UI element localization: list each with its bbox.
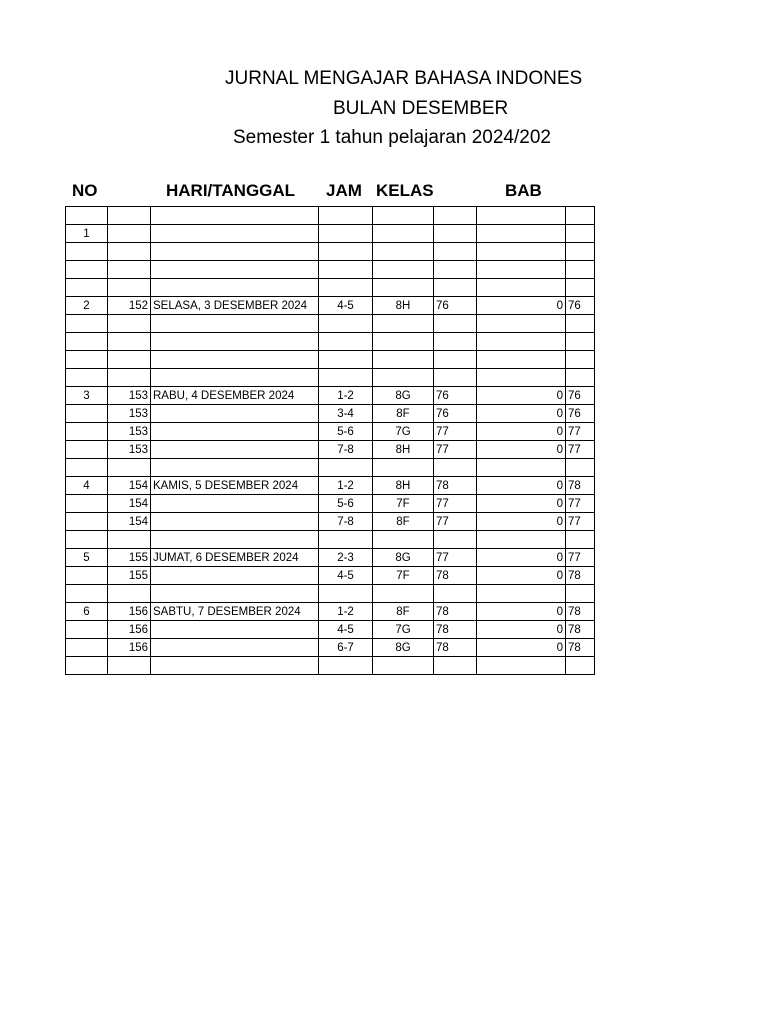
cell-bab-repeat [566,207,595,225]
table-row [66,621,595,639]
cell-value: 0 [477,495,566,513]
cell-no [66,405,108,423]
cell-jam [319,351,373,369]
cell-value [477,657,566,675]
cell-jam [319,261,373,279]
cell-kelas [373,315,434,333]
cell-kelas: 8G [373,639,434,657]
table-row [66,261,595,279]
cell-code [108,657,151,675]
table-row [66,243,595,261]
cell-bab [434,657,477,675]
cell-kelas: 7F [373,495,434,513]
cell-code [108,207,151,225]
cell-no [66,441,108,459]
cell-code [108,243,151,261]
header-bab: BAB [505,181,542,200]
cell-value [477,351,566,369]
cell-no [66,495,108,513]
table-row [66,657,595,675]
cell-value [477,531,566,549]
header-hari-tanggal: HARI/TANGGAL [166,181,296,200]
cell-bab-repeat: 77 [566,441,595,459]
cell-code [108,369,151,387]
cell-bab-repeat [566,333,595,351]
cell-bab-repeat [566,315,595,333]
cell-hari-tanggal [151,243,319,261]
cell-bab-repeat [566,531,595,549]
cell-bab-repeat [566,279,595,297]
cell-hari-tanggal: RABU, 4 DESEMBER 2024 [151,387,319,405]
cell-bab: 76 [434,387,477,405]
cell-code [108,459,151,477]
cell-bab-repeat: 76 [566,405,595,423]
header-no: NO [72,181,98,200]
cell-value: 0 [477,567,566,585]
cell-bab: 77 [434,549,477,567]
cell-value: 0 [477,639,566,657]
cell-jam [319,315,373,333]
cell-kelas [373,261,434,279]
cell-value [477,369,566,387]
cell-value [477,459,566,477]
cell-bab-repeat [566,243,595,261]
cell-hari-tanggal [151,405,319,423]
cell-bab-repeat [566,261,595,279]
cell-no [66,657,108,675]
cell-bab-repeat: 78 [566,639,595,657]
cell-kelas [373,333,434,351]
table-row [66,585,595,603]
cell-kelas [373,531,434,549]
cell-kelas [373,279,434,297]
cell-bab [434,225,477,243]
cell-kelas [373,243,434,261]
cell-hari-tanggal: JUMAT, 6 DESEMBER 2024 [151,549,319,567]
document-subtitle-month: BULAN DESEMBER [333,98,509,119]
cell-code: 155 [108,549,151,567]
table-row [66,369,595,387]
cell-code: 153 [108,441,151,459]
cell-no [66,351,108,369]
cell-bab: 76 [434,405,477,423]
cell-bab-repeat: 78 [566,621,595,639]
cell-code: 156 [108,603,151,621]
cell-no: 2 [66,297,108,315]
table-row [66,441,595,459]
cell-hari-tanggal [151,459,319,477]
table-row [66,279,595,297]
cell-bab: 77 [434,513,477,531]
cell-code [108,351,151,369]
cell-code: 154 [108,513,151,531]
cell-no: 4 [66,477,108,495]
cell-jam [319,657,373,675]
cell-kelas: 8G [373,549,434,567]
cell-hari-tanggal [151,567,319,585]
cell-bab-repeat: 77 [566,513,595,531]
cell-bab: 78 [434,603,477,621]
cell-jam: 7-8 [319,513,373,531]
cell-jam: 6-7 [319,639,373,657]
cell-bab-repeat: 78 [566,567,595,585]
table-row [66,351,595,369]
table-row [66,405,595,423]
cell-value: 0 [477,513,566,531]
cell-jam: 2-3 [319,549,373,567]
cell-value: 0 [477,441,566,459]
cell-bab-repeat: 77 [566,495,595,513]
cell-bab-repeat: 77 [566,423,595,441]
cell-no [66,513,108,531]
cell-jam: 1-2 [319,477,373,495]
cell-kelas: 8H [373,477,434,495]
cell-hari-tanggal [151,657,319,675]
cell-bab [434,531,477,549]
cell-kelas: 8F [373,513,434,531]
table-row [66,207,595,225]
cell-jam [319,225,373,243]
cell-hari-tanggal [151,315,319,333]
cell-kelas: 8F [373,405,434,423]
cell-code: 154 [108,495,151,513]
cell-bab: 76 [434,297,477,315]
cell-code: 156 [108,621,151,639]
cell-bab-repeat: 78 [566,477,595,495]
cell-kelas: 7G [373,621,434,639]
cell-value [477,207,566,225]
cell-no [66,621,108,639]
cell-hari-tanggal: KAMIS, 5 DESEMBER 2024 [151,477,319,495]
cell-jam [319,243,373,261]
cell-no: 3 [66,387,108,405]
cell-kelas [373,351,434,369]
cell-kelas [373,225,434,243]
cell-hari-tanggal: SELASA, 3 DESEMBER 2024 [151,297,319,315]
cell-kelas: 8G [373,387,434,405]
cell-bab [434,369,477,387]
cell-bab: 77 [434,423,477,441]
cell-no [66,369,108,387]
cell-bab [434,243,477,261]
cell-no [66,459,108,477]
cell-code: 155 [108,567,151,585]
cell-bab-repeat [566,459,595,477]
cell-no [66,423,108,441]
cell-no [66,207,108,225]
cell-value: 0 [477,603,566,621]
header-jam: JAM [326,181,362,200]
cell-no [66,243,108,261]
cell-code [108,585,151,603]
cell-value: 0 [477,387,566,405]
cell-no [66,279,108,297]
cell-no [66,639,108,657]
cell-value [477,243,566,261]
cell-value [477,315,566,333]
cell-bab: 78 [434,639,477,657]
cell-no: 6 [66,603,108,621]
cell-no [66,531,108,549]
table-row [66,549,595,567]
cell-bab [434,279,477,297]
cell-bab-repeat [566,225,595,243]
table-row [66,513,595,531]
cell-jam [319,531,373,549]
cell-bab-repeat: 76 [566,297,595,315]
cell-bab [434,315,477,333]
cell-hari-tanggal [151,495,319,513]
table-row [66,387,595,405]
table-row [66,603,595,621]
table-row [66,495,595,513]
cell-bab-repeat [566,585,595,603]
cell-hari-tanggal [151,423,319,441]
cell-kelas [373,585,434,603]
table-row [66,531,595,549]
cell-value [477,585,566,603]
cell-bab-repeat [566,657,595,675]
cell-jam: 1-2 [319,603,373,621]
cell-bab: 78 [434,477,477,495]
cell-kelas: 8F [373,603,434,621]
cell-hari-tanggal [151,531,319,549]
cell-hari-tanggal [151,261,319,279]
cell-hari-tanggal [151,279,319,297]
cell-value: 0 [477,297,566,315]
cell-code [108,225,151,243]
cell-value: 0 [477,423,566,441]
cell-jam [319,369,373,387]
cell-jam: 5-6 [319,495,373,513]
cell-bab-repeat: 77 [566,549,595,567]
cell-jam: 7-8 [319,441,373,459]
document-subtitle-semester: Semester 1 tahun pelajaran 2024/202 [233,127,551,148]
cell-bab-repeat: 78 [566,603,595,621]
cell-no [66,261,108,279]
cell-kelas: 7F [373,567,434,585]
cell-kelas: 8H [373,297,434,315]
document-title: JURNAL MENGAJAR BAHASA INDONES [225,68,583,89]
cell-kelas [373,207,434,225]
header-kelas: KELAS [376,181,434,200]
cell-jam: 4-5 [319,621,373,639]
cell-kelas [373,657,434,675]
cell-value [477,225,566,243]
cell-hari-tanggal [151,441,319,459]
cell-value: 0 [477,405,566,423]
cell-value [477,333,566,351]
cell-code [108,261,151,279]
cell-value [477,261,566,279]
cell-jam [319,207,373,225]
table-row [66,333,595,351]
cell-no [66,585,108,603]
cell-code [108,531,151,549]
cell-bab [434,459,477,477]
table-row [66,567,595,585]
cell-bab: 78 [434,567,477,585]
cell-jam [319,585,373,603]
cell-bab-repeat [566,369,595,387]
cell-bab-repeat [566,351,595,369]
cell-jam: 1-2 [319,387,373,405]
cell-jam: 4-5 [319,567,373,585]
cell-hari-tanggal [151,585,319,603]
cell-kelas: 7G [373,423,434,441]
cell-code: 153 [108,405,151,423]
table-row [66,315,595,333]
table-row [66,423,595,441]
cell-value: 0 [477,477,566,495]
cell-bab [434,261,477,279]
cell-no [66,567,108,585]
cell-no [66,315,108,333]
cell-code: 153 [108,423,151,441]
cell-bab [434,585,477,603]
cell-jam [319,459,373,477]
cell-bab [434,351,477,369]
cell-hari-tanggal [151,369,319,387]
table-row [66,225,595,243]
table-row [66,639,595,657]
cell-code: 153 [108,387,151,405]
cell-hari-tanggal [151,207,319,225]
journal-table [65,206,595,675]
table-row [66,459,595,477]
table-row [66,477,595,495]
cell-hari-tanggal [151,621,319,639]
cell-jam: 5-6 [319,423,373,441]
cell-code: 156 [108,639,151,657]
cell-bab [434,333,477,351]
cell-value: 0 [477,549,566,567]
cell-jam [319,279,373,297]
cell-hari-tanggal [151,333,319,351]
cell-jam: 3-4 [319,405,373,423]
cell-hari-tanggal [151,225,319,243]
cell-no [66,333,108,351]
cell-bab-repeat: 76 [566,387,595,405]
cell-code [108,315,151,333]
cell-bab: 77 [434,441,477,459]
cell-bab: 78 [434,621,477,639]
cell-no: 5 [66,549,108,567]
cell-code: 154 [108,477,151,495]
cell-hari-tanggal [151,639,319,657]
cell-jam [319,333,373,351]
table-row [66,297,595,315]
cell-jam: 4-5 [319,297,373,315]
cell-value [477,279,566,297]
cell-kelas [373,459,434,477]
cell-hari-tanggal [151,513,319,531]
cell-bab: 77 [434,495,477,513]
cell-hari-tanggal [151,351,319,369]
cell-kelas [373,369,434,387]
cell-hari-tanggal: SABTU, 7 DESEMBER 2024 [151,603,319,621]
cell-bab [434,207,477,225]
cell-value: 0 [477,621,566,639]
cell-code: 152 [108,297,151,315]
cell-code [108,279,151,297]
cell-no: 1 [66,225,108,243]
cell-kelas: 8H [373,441,434,459]
cell-code [108,333,151,351]
